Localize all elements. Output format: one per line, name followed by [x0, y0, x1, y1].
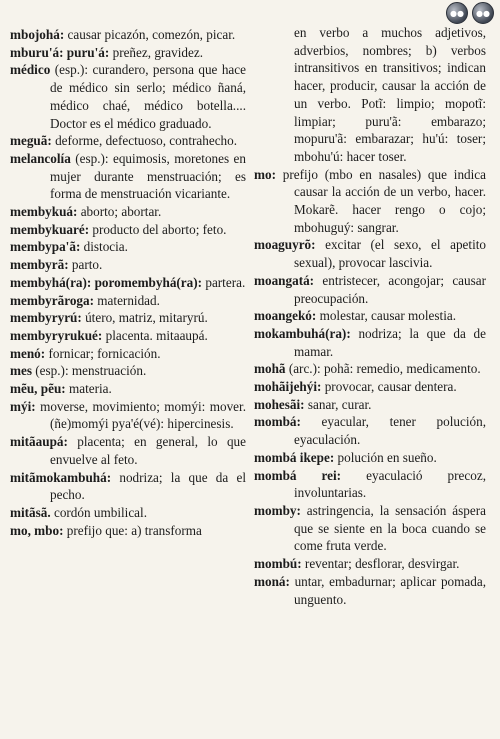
entry-headword: membyrã: [10, 257, 69, 273]
entry-definition: preñez, gravidez. [109, 44, 204, 60]
entry-definition: placenta; en general, lo que envuelve al feto. [50, 434, 246, 467]
entry-definition: causar picazón, comezón, picar. [64, 27, 236, 42]
entry-definition: cordón umbilical. [50, 504, 147, 520]
dictionary-entry [10, 292, 246, 310]
dictionary-entry [254, 272, 486, 307]
dictionary-entry [254, 236, 486, 271]
entry-definition: nodriza; la que da de mamar. [294, 325, 486, 359]
dictionary-entry [10, 522, 246, 540]
entry-definition: producto del aborto; feto. [89, 221, 227, 237]
dictionary-entry [254, 24, 486, 166]
entry-definition: moverse, movimiento; momýi: mover. (ñe)momýi pya'é(vé): hipercinesis. [35, 398, 246, 432]
dictionary-entry [10, 309, 246, 327]
dictionary-entry [254, 360, 486, 378]
dictionary-entry [10, 504, 246, 522]
entry-headword: mombá rei: [254, 467, 342, 483]
dictionary-entry [10, 398, 246, 433]
dictionary-entry [10, 221, 246, 239]
entry-definition: provocar, causar dentera. [321, 379, 457, 395]
entry-definition: molestar, causar molestia. [316, 308, 457, 324]
entry-definition: eyacular, tener polución, eyaculación. [294, 414, 486, 448]
dictionary-entry [254, 378, 486, 396]
entry-definition: materia. [65, 381, 112, 397]
entry-headword: mitãsã. [10, 504, 51, 520]
entry-definition: (esp.): curandero, persona que hace de médico sin serlo; médico ñaná, médico chaé, médico botella.... Doctor es el médico graduado. [50, 62, 246, 131]
dictionary-entry [254, 502, 486, 555]
entry-definition: útero, matriz, mitaryrú. [81, 310, 208, 326]
entry-headword: mohãijehýi: [254, 379, 322, 395]
entry-definition: nodriza; la que da el pecho. [50, 469, 246, 503]
entry-definition: parto. [68, 257, 103, 273]
entry-headword: mbojohá: [10, 27, 65, 42]
entry-definition: excitar (el sexo, el apetito sexual), provocar lascivia. [294, 237, 486, 271]
dictionary-entry [254, 413, 486, 448]
entry-definition: prefijo que: a) transforma [63, 522, 202, 538]
entry-headword: mokambuhá(ra): [254, 325, 351, 341]
zoom-in-icon[interactable]: ●● [472, 2, 494, 24]
dictionary-entry [254, 396, 486, 414]
entry-headword: momby: [254, 502, 301, 518]
dictionary-entry [10, 362, 246, 380]
entry-headword: menó: [10, 345, 46, 361]
dictionary-entry [10, 433, 246, 468]
dictionary-entry [10, 150, 246, 203]
dictionary-entry [254, 467, 486, 502]
entry-headword: moaguyrõ: [254, 237, 316, 253]
dictionary-entry [10, 469, 246, 504]
entry-headword: membyryrú: [10, 310, 82, 326]
entry-definition: en verbo a muchos adjetivos, adverbios, nombres; b) verbos intransitivos en transitivos; indican hacer, producir, causar la acción de un verbo. Potĩ: limpio; mopotĩ: limpiar; puru'ã: embarazo; mopuru'ã: embarazar; hu'ú: toser; mbohu'ú: hacer toser. [294, 25, 486, 164]
dictionary-entry [10, 256, 246, 274]
dictionary-entry [10, 132, 246, 150]
entry-headword: mombá: [254, 414, 301, 430]
entry-headword: membypa'ã: [10, 239, 81, 255]
entry-headword: mo: [254, 166, 276, 182]
entry-headword: membyhá(ra): poromembyhá(ra): [10, 274, 203, 290]
entry-definition: prefijo (mbo en nasales) que indica causar la acción de un verbo, hacer. Mokarẽ. hacer rengo o cojo; mbohuguý: sangrar. [275, 166, 486, 235]
entry-headword: membyryrukué: [10, 327, 103, 343]
right-column [254, 0, 486, 608]
entry-headword: mombú: [254, 556, 302, 572]
entry-headword: mitãaupá: [10, 434, 68, 450]
zoom-out-icon[interactable]: ●● [446, 2, 468, 24]
dictionary-entry [10, 327, 246, 345]
entry-headword: moangekó: [254, 308, 317, 324]
entry-definition: sanar, curar. [304, 396, 372, 412]
dictionary-entry [254, 573, 486, 608]
entry-headword: mohesãi: [254, 396, 305, 412]
entry-definition: (arc.): pohã: remedio, medicamento. [285, 361, 481, 377]
entry-headword: moná: [254, 573, 290, 589]
entry-headword: mo, mbo: [10, 522, 64, 538]
dictionary-entry [10, 274, 246, 292]
entry-definition: distocia. [80, 239, 128, 255]
entry-definition: placenta. mitaaupá. [102, 327, 208, 343]
entry-definition: fornicar; fornicación. [45, 345, 161, 361]
dictionary-entry [10, 238, 246, 256]
dictionary-entry [254, 307, 486, 325]
entry-definition: partera. [202, 274, 246, 290]
dictionary-entry [254, 449, 486, 467]
dictionary-entry [254, 325, 486, 360]
dictionary-entry [10, 203, 246, 221]
dictionary-entry [254, 555, 486, 573]
entry-definition: deforme, defectuoso, contrahecho. [51, 133, 238, 149]
entry-definition: maternidad. [94, 292, 160, 308]
entry-headword: mohã [254, 361, 286, 377]
entry-headword: mẽu, pẽu: [10, 381, 66, 397]
entry-headword: mburu'á: puru'á: [10, 44, 110, 60]
entry-definition: reventar; desflorar, desvirgar. [301, 556, 460, 572]
entry-definition: (esp.): menstruación. [31, 363, 147, 379]
entry-headword: membykuaré: [10, 221, 90, 237]
dictionary-entry [10, 380, 246, 398]
entry-headword: médico [10, 62, 51, 78]
entry-definition: polución en sueño. [334, 449, 437, 465]
entry-headword: membyrãroga: [10, 292, 94, 308]
entry-headword: mitãmokambuhá: [10, 469, 112, 485]
entry-definition: eyaculació precoz, involuntarias. [294, 467, 486, 501]
entry-headword: mýi: [10, 398, 36, 414]
entry-definition: (esp.): equimosis, moretones en mujer durante menstruación; es forma de menstruación vicariante. [50, 150, 246, 202]
entry-headword: meguã: [10, 133, 52, 149]
entry-headword: melancolía [10, 150, 71, 166]
dictionary-entry [10, 44, 246, 62]
entry-definition: astringencia, la sensación áspera que se siente en la boca cuando se come fruta verde. [294, 502, 486, 554]
entry-headword: mombá ikepe: [254, 449, 335, 465]
entry-definition: entristecer, acongojar; causar preocupación. [294, 272, 486, 306]
entry-definition: aborto; abortar. [77, 204, 162, 220]
left-column [10, 0, 246, 539]
entry-headword: membykuá: [10, 204, 78, 220]
entry-definition: untar, embadurnar; aplicar pomada, unguento. [289, 573, 486, 607]
entry-headword: moangatá: [254, 272, 315, 288]
dictionary-entry [10, 26, 246, 44]
dictionary-entry [254, 166, 486, 237]
dictionary-entry [10, 61, 246, 132]
dictionary-entry [10, 345, 246, 363]
entry-headword: mes [10, 363, 32, 379]
